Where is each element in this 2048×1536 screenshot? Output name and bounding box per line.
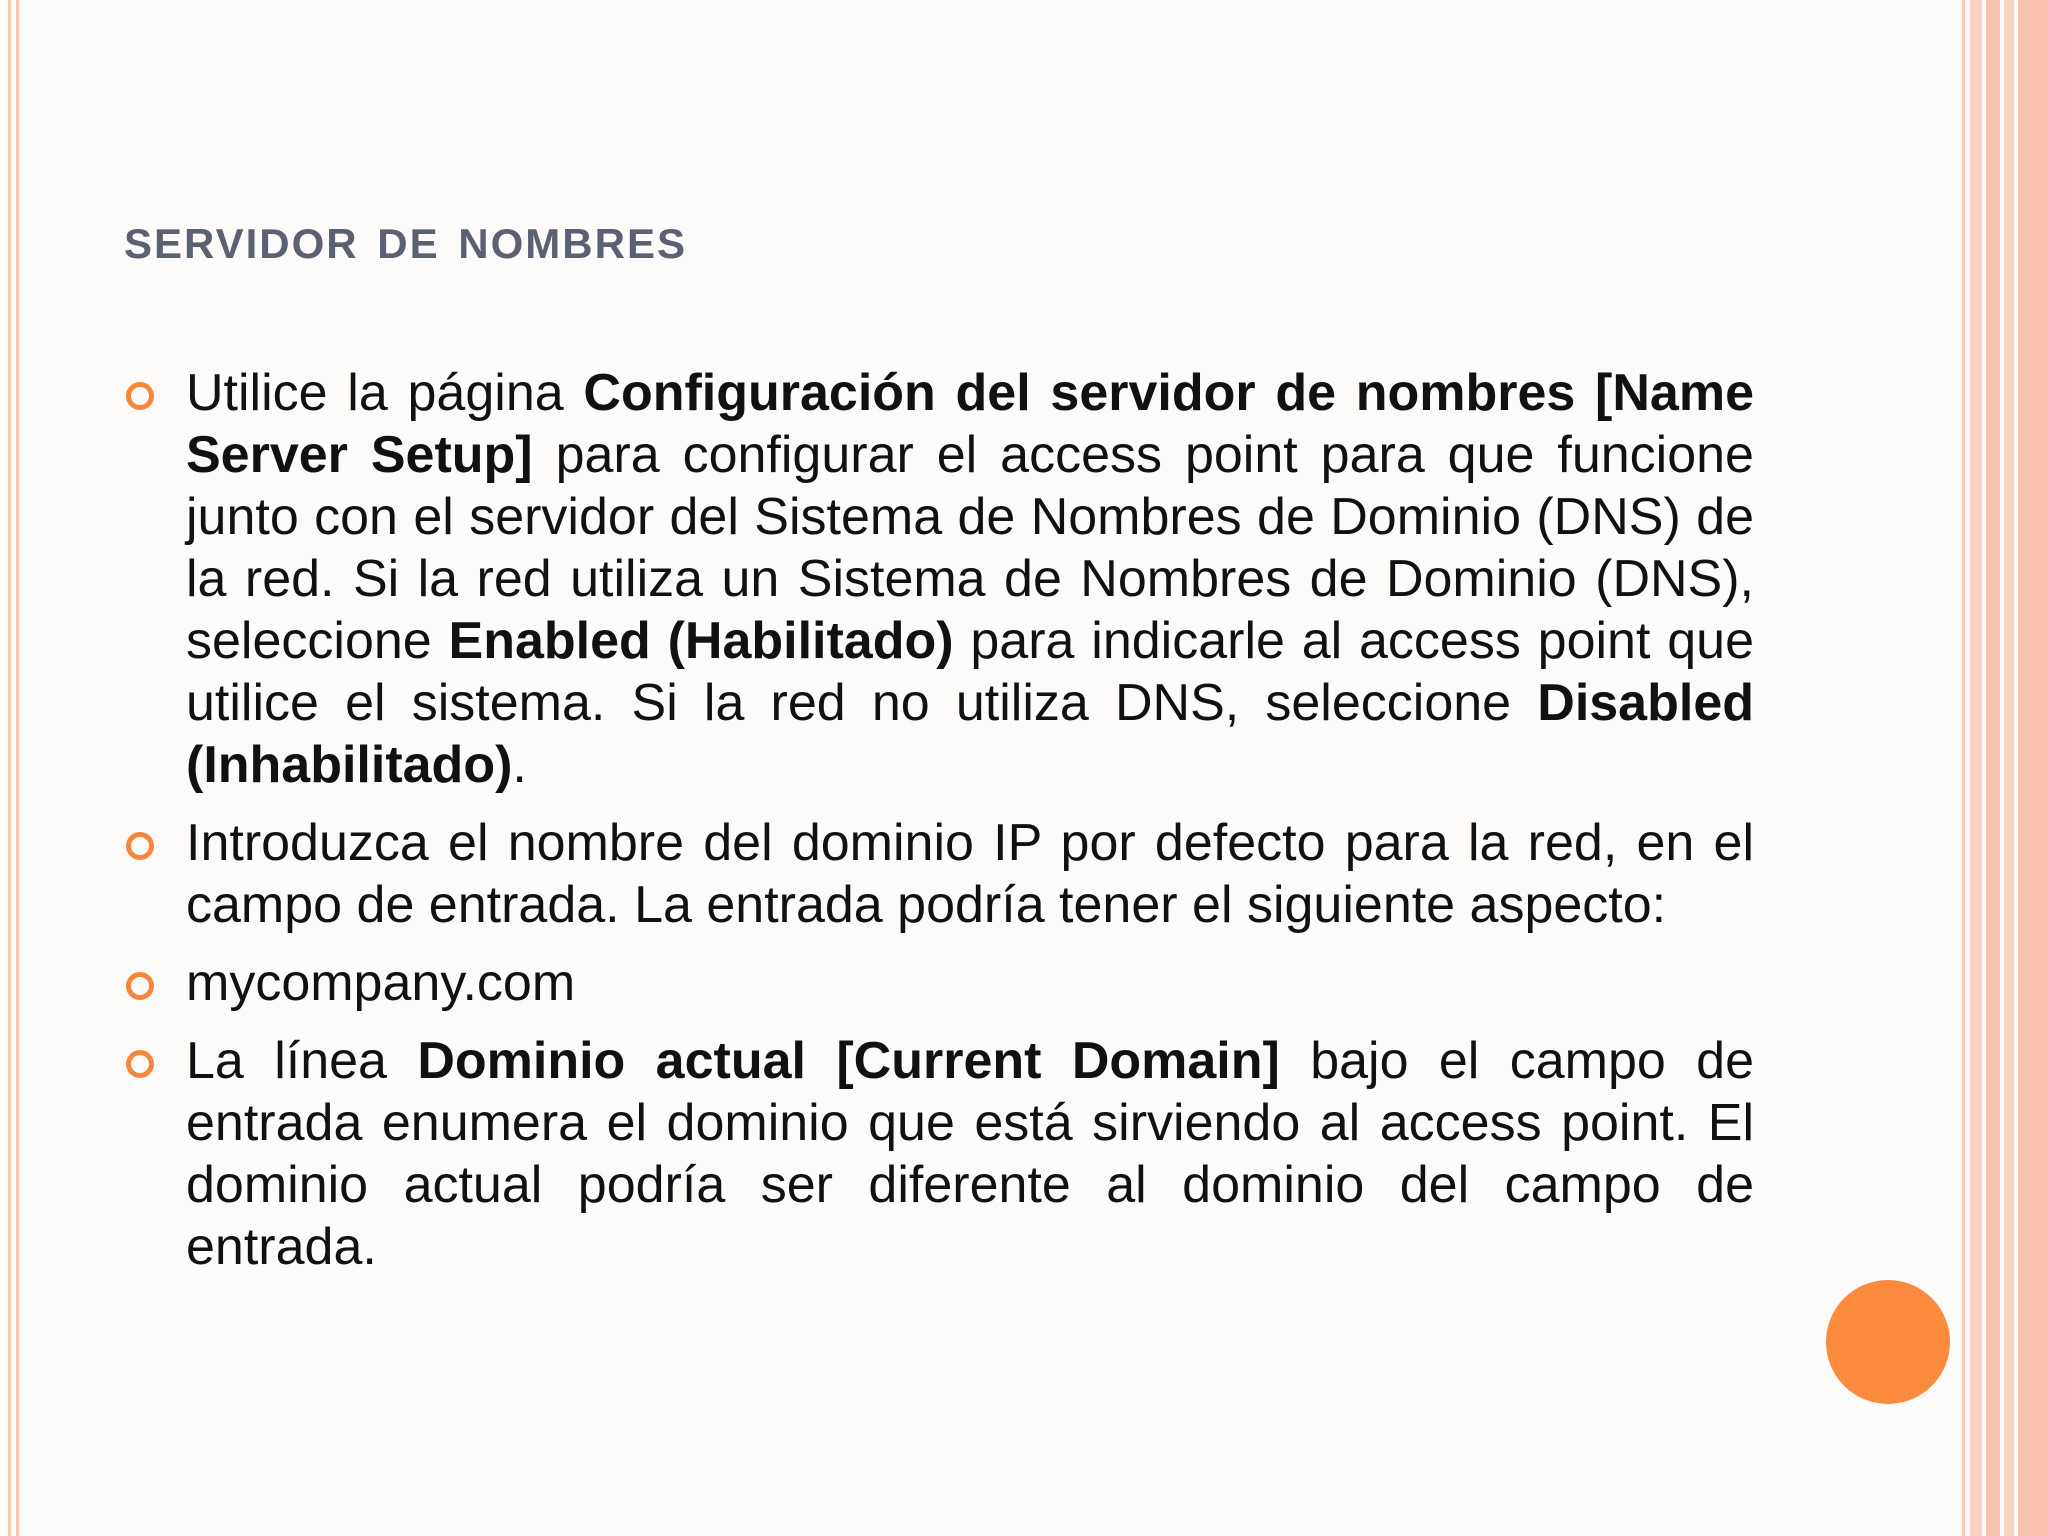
bullet-circle-icon [126,1050,154,1078]
left-border-line-inner [16,0,19,1536]
bullet-item [124,1030,1754,1278]
bullet-text: para configurar el access point para que funcione junto con el servidor del Sistema de Nombres de Dominio (DNS) de la red. Si la red utiliza un Sistema de Nombres de Dominio (DNS), seleccione [186,426,1754,670]
bullet-list [124,362,1754,1294]
bullet-text-bold: Enabled (Habilitado) [448,612,954,670]
bullet-item [124,952,1754,1014]
bullet-text-bold: Dominio actual [Current Domain] [417,1032,1280,1090]
right-stripe-4 [2018,0,2048,1536]
orange-circle-decoration [1826,1280,1950,1404]
bullet-text-bold: Disabled (Inhabilitado) [186,674,1754,794]
right-border-line [1962,0,1965,1536]
bullet-text: Introduzca el nombre del dominio IP por defecto para la red, en el campo de entrada. La entrada podría tener el siguiente aspecto: [186,814,1754,934]
bullet-circle-icon [126,972,154,1000]
bullet-text: mycompany.com [186,954,576,1012]
bullet-text: bajo el campo de entrada enumera el dominio que está sirviendo al access point. El dominio actual podría ser diferente al dominio del campo de entrada. [186,1032,1754,1276]
bullet-text: La línea [186,1032,418,1090]
slide-title [124,204,687,271]
bullet-item [124,362,1754,796]
bullet-circle-icon [126,832,154,860]
bullet-text: . [512,736,527,794]
slide-title-text: servidor de nombres [124,204,687,271]
bullet-text: para indicarle al access point que utilice el sistema. Si la red no utiliza DNS, seleccione [186,612,1754,732]
right-stripe-3 [2004,0,2014,1536]
bullet-text-bold: Configuración del servidor de nombres [Name Server Setup] [186,364,1755,484]
left-border-line-outer [8,0,11,1536]
right-stripe-2 [1986,0,2000,1536]
bullet-item [124,812,1754,936]
right-stripe-1 [1970,0,1982,1536]
bullet-circle-icon [126,382,154,410]
bullet-text: Utilice la página [186,364,584,422]
